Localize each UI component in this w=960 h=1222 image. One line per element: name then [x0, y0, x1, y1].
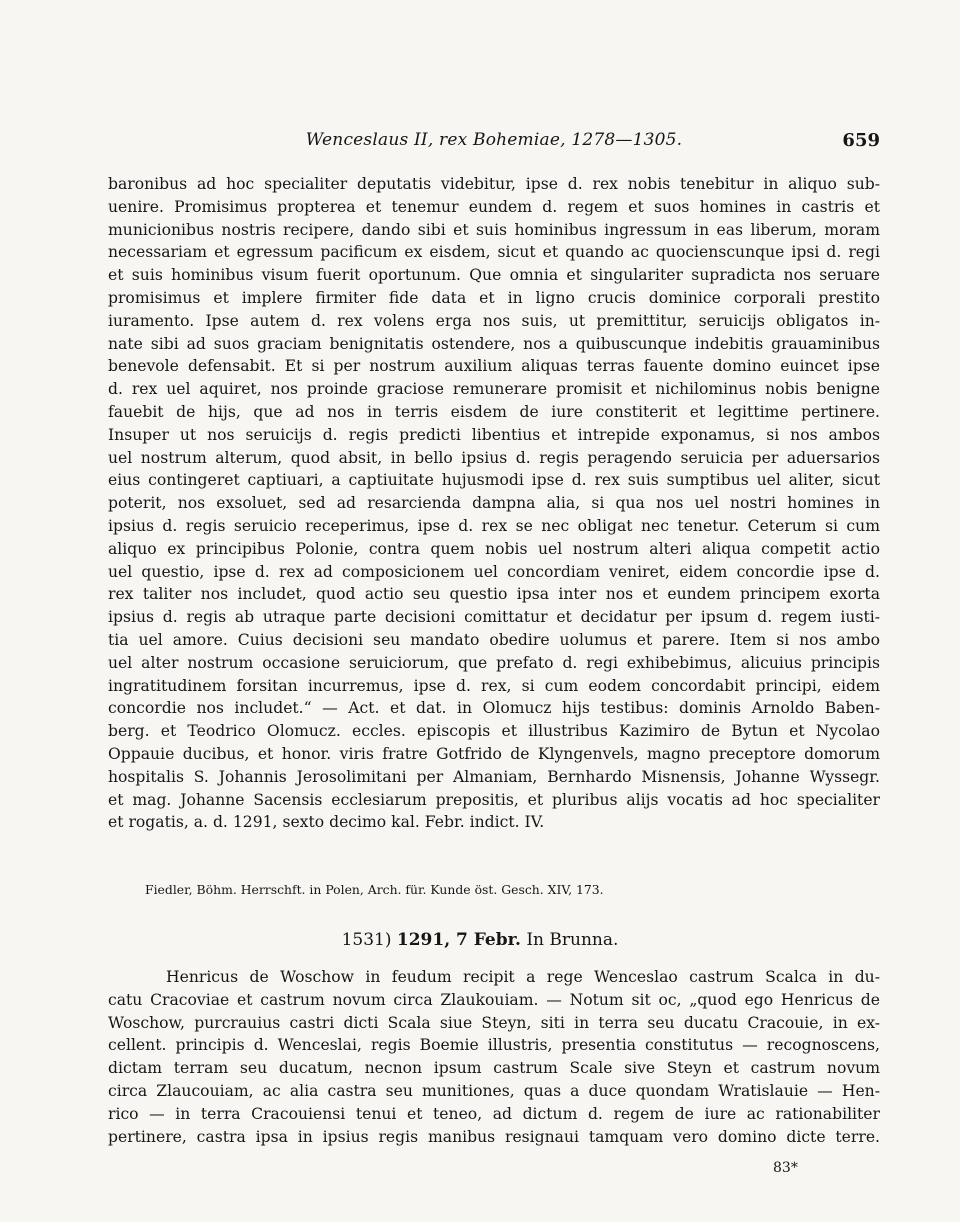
document-place: In Brunna. [526, 930, 619, 950]
text-line: catu Cracoviae et castrum novum circa Zlaukouiam. — Notum sit oc, „quod ego Henricus de [108, 990, 880, 1009]
text-line: et suis hominibus visum fuerit oportunum. Que omnia et singulariter supradicta nos seruare [108, 266, 880, 285]
text-line: dictam terram seu ducatum, necnon ipsum castrum Scale sive Steyn et castrum novum [108, 1059, 880, 1078]
text-line: uenire. Promisimus propterea et tenemur eundem d. regem et suos homines in castris et [108, 197, 880, 216]
text-line: ipsius d. regis seruicio receperimus, ipse d. rex se nec obligat nec tenetur. Ceterum si cum [108, 516, 880, 535]
text-line: et mag. Johanne Sacensis ecclesiarum prepositis, et pluribus alijs vocatis ad hoc specialiter [108, 790, 880, 809]
text-line: Oppauie ducibus, et honor. viris fratre Gotfrido de Klyngenvels, magno preceptore domorum [108, 744, 880, 763]
text-line: iuramento. Ipse autem d. rex volens erga nos suis, ut premittitur, seruicijs obligatos in- [108, 311, 880, 330]
document-number: 1531) [341, 930, 392, 950]
text-line: ipsius d. regis ab utraque parte decisioni comittatur et decidatur per ipsum d. regem iusti- [108, 608, 880, 627]
document-text [108, 966, 880, 1148]
document-heading [0, 930, 960, 950]
text-line: d. rex uel aquiret, nos proinde graciose remunerare promisit et nichilominus nobis benigne [108, 380, 880, 399]
signature-mark: 83* [773, 1160, 798, 1176]
text-line: tia uel amore. Cuius decisioni seu mandato obedire uolumus et parere. Item si nos ambo [108, 630, 880, 649]
text-line: Woschow, purcrauius castri dicti Scala siue Steyn, siti in terra seu ducatu Cracouie, in ex- [108, 1013, 880, 1032]
text-line: necessariam et egressum pacificum ex eisdem, sicut et quando ac quocienscunque ipsi d. regi [108, 243, 880, 262]
text-line: benevole defensabit. Et si per nostrum auxilium aliquas terras fauente domino euincet ipse [108, 357, 880, 376]
source-citation: Fiedler, Böhm. Herrschft. in Polen, Arch. für. Kunde öst. Gesch. XIV, 173. [145, 882, 604, 897]
main-text [108, 173, 880, 834]
text-line: rex taliter nos includet, quod actio seu questio ipsa inter nos et eundem principem exorta [108, 585, 880, 604]
text-line: Insuper ut nos seruicijs d. regis predicti libentius et intrepide exponamus, si nos ambos [108, 425, 880, 444]
text-line: uel nostrum alterum, quod absit, in bello ipsius d. regis peragendo seruicia per aduersarios [108, 448, 880, 467]
text-line: Henricus de Woschow in feudum recipit a rege Wenceslao castrum Scalca in du- [166, 968, 880, 986]
running-title: Wenceslaus II, rex Bohemiae, 1278—1305. [305, 130, 683, 150]
text-line: uel alter nostrum occasione seruiciorum, que prefato d. regi exhibebimus, alicuius principis [108, 653, 880, 672]
text-line: uel questio, ipse d. rex ad composicionem uel concordiam veniret, eidem concordie ipse d. [108, 562, 880, 581]
text-line: pertinere, castra ipsa in ipsius regis manibus resignaui tamquam vero domino dicte terre. [108, 1127, 880, 1146]
text-line: aliquo ex principibus Polonie, contra quem nobis uel nostrum alteri aliqua competit actio [108, 539, 880, 558]
text-line: et rogatis, a. d. 1291, sexto decimo kal. Febr. indict. IV. [108, 813, 545, 832]
text-line: ingratitudinem forsitan incurremus, ipse d. rex, si cum eodem concordabit principi, eidem [108, 676, 880, 695]
text-line: municionibus nostris recipere, dando sibi et suis hominibus ingressum in eas liberum, moram [108, 220, 880, 239]
text-line: concordie nos includet.“ — Act. et dat. in Olomucz hijs testibus: dominis Arnoldo Baben- [108, 699, 880, 718]
text-line: nate sibi ad suos graciam benignitatis ostendere, nos a quibuscunque indebitis grauaminibus [108, 334, 880, 353]
text-line: rico — in terra Cracouiensi tenui et teneo, ad dictum d. regem de iure ac rationabiliter [108, 1104, 880, 1123]
text-line: hospitalis S. Johannis Jerosolimitani per Almaniam, Bernhardo Misnensis, Johanne Wyssegr. [108, 767, 880, 786]
text-line: promisimus et implere firmiter fide data et in ligno crucis dominice corporali prestito [108, 288, 880, 307]
text-line: berg. et Teodrico Olomucz. eccles. episcopis et illustribus Kazimiro de Bytun et Nycolao [108, 722, 880, 741]
text-line: baronibus ad hoc specialiter deputatis videbitur, ipse d. rex nobis tenebitur in aliquo sub- [108, 175, 880, 193]
text-line: fauebit de hijs, que ad nos in terris eisdem de iure constiterit et legittime pertinere. [108, 402, 880, 421]
text-line: eius contingeret captiuari, a captiuitate hujusmodi ipse d. rex suis sumptibus uel aliter, sicut [108, 471, 880, 490]
page-header [108, 130, 880, 154]
text-line: circa Zlaucouiam, ac alia castra seu munitiones, quas a duce quondam Wratislauie — Hen- [108, 1081, 880, 1100]
page-number: 659 [842, 130, 880, 151]
text-line: poterit, nos exsoluet, sed ad resarcienda dampna alia, si qua nos uel nostri homines in [108, 494, 880, 513]
text-line: cellent. principis d. Wenceslai, regis Boemie illustris, presentia constitutus — recognoscens, [108, 1036, 880, 1055]
document-date: 1291, 7 Febr. [396, 930, 521, 950]
